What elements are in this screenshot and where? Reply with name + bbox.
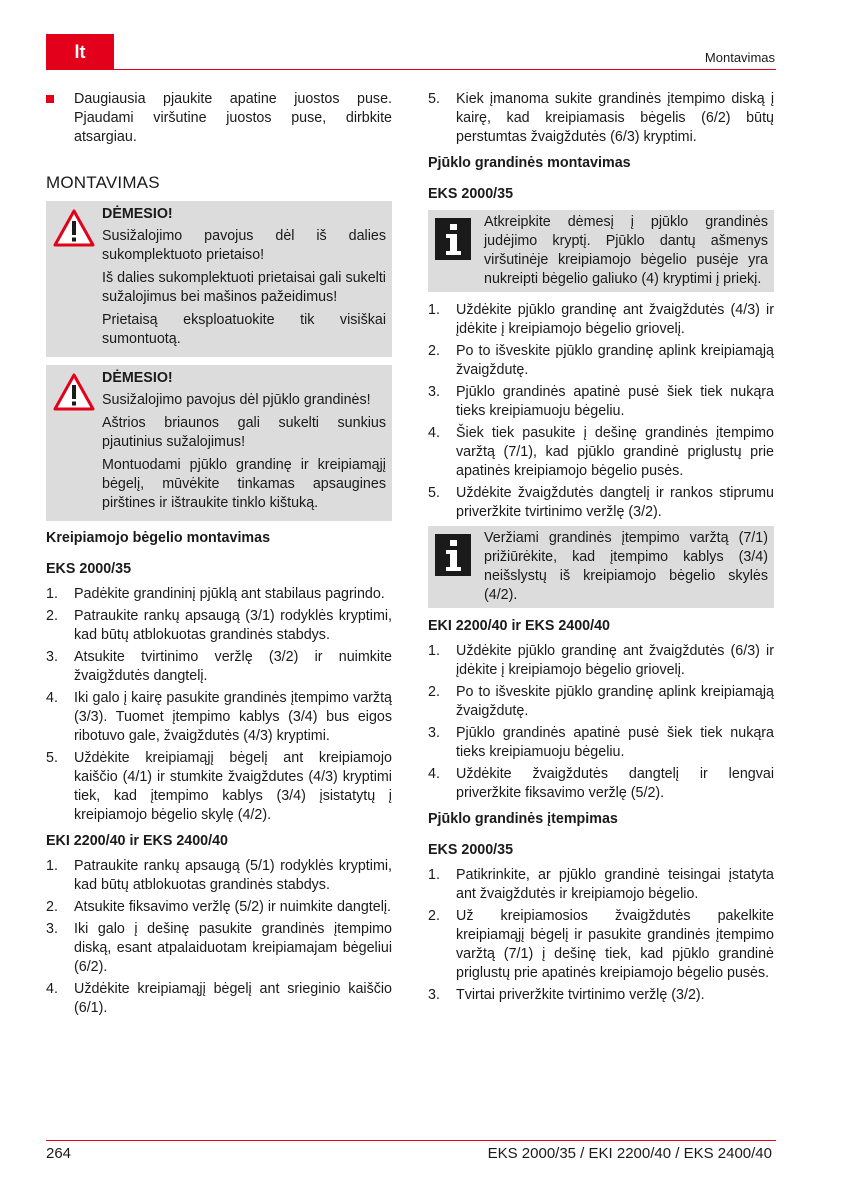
step-number: 3. <box>46 921 58 937</box>
list-item <box>46 648 392 686</box>
step-number: 4. <box>46 690 58 706</box>
bullet-text: Daugiausia pjaukite apatine juostos puse. Pjaudami viršutine juostos puse, dirbkite atsargiau. <box>74 91 392 145</box>
warning-triangle-icon <box>53 373 95 411</box>
list-item <box>46 857 392 895</box>
step-number: 1. <box>428 867 440 883</box>
list-item <box>428 383 774 421</box>
step-number: 3. <box>428 384 440 400</box>
info-icon <box>435 218 471 260</box>
header-title: Montavimas <box>704 50 775 65</box>
list-item <box>46 749 392 825</box>
step-text: Pjūklo grandinės apatinė pusė šiek tiek nukąra tieks kreipiamuoju bėgeliu. <box>456 725 774 760</box>
step-text: Iki galo į dešinę pasukite grandinės įtempimo diską, esant atpalaiduotam kreipiamajam bėgeliui (6/2). <box>74 921 392 975</box>
list-item <box>428 301 774 339</box>
model-heading: EKS 2000/35 <box>46 561 132 577</box>
step-number: 1. <box>46 858 58 874</box>
step-text: Patikrinkite, ar pjūklo grandinė teisingai įstatyta ant žvaigždutės ir kreipiamojo bėgelio. <box>456 867 774 902</box>
subsection-heading: Kreipiamojo bėgelio montavimas <box>46 530 271 546</box>
list-item <box>46 607 392 645</box>
language-code: lt <box>74 41 86 62</box>
step-number: 3. <box>46 649 58 665</box>
header-divider <box>46 69 776 70</box>
step-number: 3. <box>428 987 440 1003</box>
step-text: Kiek įmanoma sukite grandinės įtempimo diską į kairę, kad kreipiamasis bėgelis (6/2) būtų perstumtas žvaigždutės (6/3) kryptimi. <box>456 91 774 145</box>
list-item <box>428 683 774 721</box>
step-number: 4. <box>428 425 440 441</box>
step-text: Padėkite grandininį pjūklą ant stabilaus pagrindo. <box>74 586 385 602</box>
warning-text: Aštrios briaunos gali sukelti sunkius pjautinius sužalojimus! <box>102 415 386 450</box>
warning-text: Iš dalies sukomplektuoti prietaisai gali sukelti sužalojimus bei mašinos pažeidimus! <box>102 270 386 305</box>
step-text: Tvirtai priveržkite tvirtinimo veržlę (3/2). <box>456 987 705 1003</box>
step-text: Iki galo į kairę pasukite grandinės įtempimo varžtą (3/3). Tuomet įtempimo kablys (3/4) bus eigos ribotuvo gale, žvaigždutės (4/3) kryptimi. <box>74 690 392 744</box>
step-text: Uždėkite kreipiamąjį bėgelį ant kreipiamojo kaiščio (4/1) ir stumkite žvaigždutes (4/3) kryptimi tiek, kad įtempimo kablys (3/4) įsistatytų į kreipiamojo bėgelio skylę (4/2). <box>74 750 392 823</box>
step-text: Atsukite fiksavimo veržlę (5/2) ir nuimkite dangtelį. <box>74 899 392 915</box>
info-box <box>428 210 774 292</box>
list-item <box>46 980 392 1018</box>
step-text: Patraukite rankų apsaugą (5/1) rodyklės kryptimi, kad būtų atblokuotas grandinės stabdys. <box>74 858 392 893</box>
list-item <box>46 898 392 917</box>
step-text: Uždėkite pjūklo grandinę ant žvaigždutės (6/3) ir įdėkite į kreipiamojo bėgelio griovelį. <box>456 643 774 678</box>
subsection-heading: Pjūklo grandinės įtempimas <box>428 811 618 827</box>
step-text: Uždėkite kreipiamąjį bėgelį ant srieginio kaiščio (6/1). <box>74 981 392 1016</box>
model-heading: EKS 2000/35 <box>428 842 514 858</box>
step-number: 5. <box>46 750 58 766</box>
list-item <box>428 765 774 803</box>
footer-models: EKS 2000/35 / EKI 2200/40 / EKS 2400/40 <box>487 1145 772 1162</box>
info-box <box>428 526 774 608</box>
step-text: Uždėkite žvaigždutės dangtelį ir lengvai priveržkite fiksavimo veržlę (5/2). <box>456 766 774 801</box>
info-text: Veržiami grandinės įtempimo varžtą (7/1) prižiūrėkite, kad įtempimo kablys (3/4) neišslystų iš kreipiamojo bėgelio skylės (4/2). <box>484 530 768 603</box>
footer-divider <box>46 1140 776 1141</box>
warning-text: Susižalojimo pavojus dėl iš dalies sukomplektuoto prietaiso! <box>102 228 386 263</box>
step-number: 1. <box>46 586 58 602</box>
step-number: 4. <box>428 766 440 782</box>
list-item <box>46 689 392 746</box>
warning-title: DĖMESIO! <box>102 206 173 222</box>
model-heading: EKS 2000/35 <box>428 186 514 202</box>
model-heading: EKI 2200/40 ir EKS 2400/40 <box>428 618 611 634</box>
step-number: 3. <box>428 725 440 741</box>
right-column <box>428 90 774 1008</box>
step-number: 4. <box>46 981 58 997</box>
info-icon <box>435 534 471 576</box>
bullet-item <box>46 90 392 147</box>
step-number: 5. <box>428 485 440 501</box>
section-title: MONTAVIMAS <box>46 173 160 192</box>
warning-box <box>46 365 392 521</box>
list-item <box>428 424 774 481</box>
list-item <box>46 585 392 604</box>
warning-text: Susižalojimo pavojus dėl pjūklo grandinės! <box>102 392 371 408</box>
warning-title: DĖMESIO! <box>102 370 173 386</box>
step-number: 2. <box>46 608 58 624</box>
step-number: 1. <box>428 643 440 659</box>
step-number: 2. <box>428 343 440 359</box>
step-text: Uždėkite pjūklo grandinę ant žvaigždutės (4/3) ir įdėkite į kreipiamojo bėgelio griovelį. <box>456 302 774 337</box>
step-list <box>428 866 774 1005</box>
list-item <box>428 907 774 983</box>
step-text: Atsukite tvirtinimo veržlę (3/2) ir nuimkite žvaigždutės dangtelį. <box>74 649 392 684</box>
step-list <box>428 642 774 803</box>
step-text: Už kreipiamosios žvaigždutės pakelkite kreipiamąjį bėgelį ir pasukite grandinės įtempimo varžtą (7/1) į dešinę tiek, kad pjūklo grandinė priglustų prie apatinės kreipiamojo bėgelio pusės. <box>456 908 774 981</box>
list-item <box>46 920 392 977</box>
step-list <box>46 585 392 825</box>
model-heading: EKI 2200/40 ir EKS 2400/40 <box>46 833 229 849</box>
step-number: 5. <box>428 91 440 107</box>
step-list <box>46 857 392 1018</box>
step-number: 2. <box>428 908 440 924</box>
list-item <box>428 342 774 380</box>
warning-text: Prietaisą eksploatuokite tik visiškai sumontuotą. <box>102 312 386 347</box>
step-text: Uždėkite žvaigždutės dangtelį ir rankos stiprumu priveržkite tvirtinimo veržlę (3/2). <box>456 485 774 520</box>
step-list <box>428 301 774 522</box>
step-list <box>428 90 774 147</box>
step-text: Patraukite rankų apsaugą (3/1) rodyklės kryptimi, kad būtų atblokuotas grandinės stabdys. <box>74 608 392 643</box>
step-number: 2. <box>428 684 440 700</box>
list-item <box>428 866 774 904</box>
step-number: 2. <box>46 899 58 915</box>
info-text: Atkreipkite dėmesį į pjūklo grandinės judėjimo kryptį. Pjūklo dantų ašmenys viršutinėje kreipiamojo bėgelio pusėje yra nukreipti bėgelio galiuko (4) kryptimi į priekį. <box>484 214 768 287</box>
list-item <box>428 484 774 522</box>
list-item <box>428 986 774 1005</box>
bullet-square-icon <box>46 95 54 103</box>
language-tab <box>46 34 114 70</box>
step-text: Po to išveskite pjūklo grandinę aplink kreipiamąją žvaigždutę. <box>456 343 774 378</box>
left-column <box>46 90 392 1021</box>
subsection-heading: Pjūklo grandinės montavimas <box>428 155 631 171</box>
warning-triangle-icon <box>53 209 95 247</box>
page-number: 264 <box>46 1145 72 1162</box>
list-item <box>428 724 774 762</box>
step-number: 1. <box>428 302 440 318</box>
step-text: Po to išveskite pjūklo grandinę aplink kreipiamąją žvaigždutę. <box>456 684 774 719</box>
step-text: Šiek tiek pasukite į dešinę grandinės įtempimo varžtą (7/1), kad pjūklo grandinė priglustų prie apatinės kreipiamojo bėgelio pusės. <box>456 425 774 479</box>
warning-text: Montuodami pjūklo grandinę ir kreipiamąjį bėgelį, mūvėkite tinkamas apsaugines pirštines ir ištraukite tinklo kištuką. <box>102 457 386 511</box>
list-item <box>428 90 774 147</box>
step-text: Pjūklo grandinės apatinė pusė šiek tiek nukąra tieks kreipiamuoju bėgeliu. <box>456 384 774 419</box>
warning-box <box>46 201 392 357</box>
list-item <box>428 642 774 680</box>
